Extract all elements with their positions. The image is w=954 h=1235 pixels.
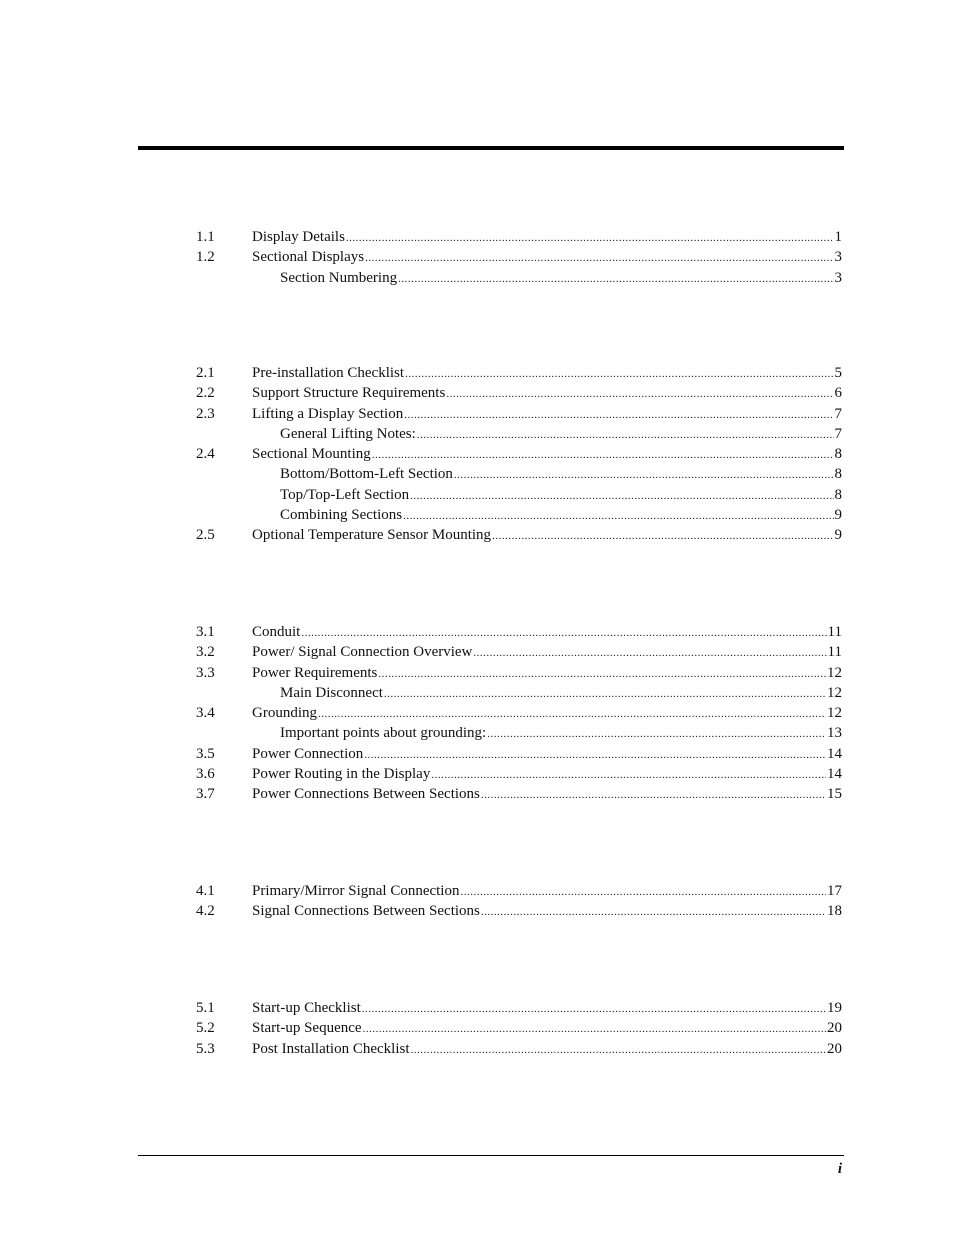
toc-entry[interactable] <box>196 424 842 444</box>
toc-entry-title: Post Installation Checklist <box>252 1040 410 1057</box>
toc-leader-dots <box>492 526 833 546</box>
toc-entry-page: 7 <box>834 425 842 442</box>
toc-entry-title: Power Requirements <box>252 664 378 681</box>
toc-entry-number: 1.1 <box>196 229 215 245</box>
toc-entry[interactable] <box>196 723 842 743</box>
toc-entry[interactable] <box>196 683 842 703</box>
toc-leader-dots <box>301 623 826 643</box>
toc-entry-page: 7 <box>834 405 842 422</box>
toc-entry-title: Top/Top-Left Section <box>280 486 410 503</box>
toc-section <box>196 227 842 288</box>
toc-entry-title: Display Details <box>252 229 345 245</box>
toc-entry-title: Important points about grounding: <box>280 725 487 742</box>
toc-leader-dots <box>431 765 826 785</box>
toc-entry-page: 3 <box>834 249 842 266</box>
toc-entry-number: 4.2 <box>196 903 215 920</box>
toc-entry[interactable] <box>196 1039 842 1059</box>
toc-entry[interactable] <box>196 663 842 683</box>
toc-entry[interactable] <box>196 881 842 901</box>
toc-leader-dots <box>362 999 826 1019</box>
toc-section <box>196 363 842 546</box>
toc-entry-title: Power/ Signal Connection Overview <box>252 644 473 661</box>
toc-entry[interactable] <box>196 998 842 1018</box>
toc-entry[interactable] <box>196 744 842 764</box>
toc-entry[interactable] <box>196 764 842 784</box>
toc-entry[interactable] <box>196 247 842 267</box>
toc-entry-title: Optional Temperature Sensor Mounting <box>252 527 492 544</box>
toc-entry-page: 14 <box>827 766 842 783</box>
toc-entry-title: Grounding <box>252 705 317 722</box>
toc-entry[interactable] <box>196 363 842 383</box>
toc-leader-dots <box>460 882 826 902</box>
toc-entry-number: 3.3 <box>196 664 215 681</box>
toc-entry-number: 5.1 <box>196 1000 215 1016</box>
toc-leader-dots <box>410 486 833 506</box>
toc-entry-number: 3.1 <box>196 624 215 640</box>
toc-entry-page: 17 <box>827 883 842 899</box>
toc-entry-number: 3.6 <box>196 766 215 783</box>
toc-entry-title: Primary/Mirror Signal Connection <box>252 883 460 899</box>
toc-leader-dots <box>403 506 833 526</box>
header-rule <box>138 146 844 150</box>
toc-entry-title: General Lifting Notes: <box>280 425 416 442</box>
toc-leader-dots <box>318 704 826 724</box>
toc-entry[interactable] <box>196 268 842 288</box>
toc-entry-number: 3.2 <box>196 644 215 661</box>
toc-entry-title: Power Routing in the Display <box>252 766 431 783</box>
toc-entry-number: 2.4 <box>196 446 215 463</box>
toc-section <box>196 881 842 922</box>
toc-entry[interactable] <box>196 525 842 545</box>
toc-entry-title: Section Numbering <box>280 269 398 286</box>
toc-entry-title: Signal Connections Between Sections <box>252 903 480 920</box>
toc-leader-dots <box>446 384 833 404</box>
toc-leader-dots <box>481 902 826 922</box>
toc-leader-dots <box>384 684 826 704</box>
toc-entry-number: 2.3 <box>196 405 215 422</box>
toc-entry-page: 20 <box>827 1020 842 1037</box>
toc-leader-dots <box>473 643 826 663</box>
toc-entry-number: 2.1 <box>196 365 215 381</box>
toc-entry-page: 3 <box>834 269 842 286</box>
toc-entry-page: 1 <box>834 229 842 245</box>
toc-entry-number: 2.2 <box>196 385 215 402</box>
toc-entry-page: 15 <box>827 786 842 803</box>
toc-entry[interactable] <box>196 383 842 403</box>
toc-entry-number: 5.2 <box>196 1020 215 1037</box>
toc-entry-page: 8 <box>834 486 842 503</box>
footer-rule <box>138 1155 844 1156</box>
toc-entry[interactable] <box>196 1018 842 1038</box>
toc-entry-title: Main Disconnect <box>280 684 383 701</box>
toc-entry-number: 4.1 <box>196 883 215 899</box>
toc-entry-page: 9 <box>834 507 842 524</box>
toc-entry-number: 1.2 <box>196 249 215 266</box>
toc-entry[interactable] <box>196 901 842 921</box>
toc-leader-dots <box>417 425 834 445</box>
toc-entry-page: 14 <box>827 745 842 762</box>
toc-entry-title: Lifting a Display Section <box>252 405 404 422</box>
toc-entry[interactable] <box>196 703 842 723</box>
toc-entry-page: 9 <box>834 527 842 544</box>
toc-entry-page: 12 <box>827 705 842 722</box>
toc-leader-dots <box>372 445 834 465</box>
toc-leader-dots <box>481 785 826 805</box>
toc-entry-page: 8 <box>834 466 842 483</box>
toc-entry-page: 12 <box>827 664 842 681</box>
toc-leader-dots <box>405 364 833 384</box>
toc-leader-dots <box>364 745 826 765</box>
toc-entry-page: 8 <box>834 446 842 463</box>
toc-leader-dots <box>404 405 833 425</box>
toc-entry-page: 6 <box>834 385 842 402</box>
toc-entry[interactable] <box>196 404 842 424</box>
toc-entry-title: Sectional Displays <box>252 249 365 266</box>
toc-entry[interactable] <box>196 444 842 464</box>
toc-leader-dots <box>346 228 834 248</box>
toc-entry-page: 13 <box>827 725 842 742</box>
toc-entry-number: 5.3 <box>196 1040 215 1057</box>
toc-leader-dots <box>411 1040 827 1060</box>
toc-entry-page: 12 <box>827 684 842 701</box>
page-number: i <box>837 1161 842 1177</box>
toc-section <box>196 622 842 805</box>
toc-leader-dots <box>378 664 826 684</box>
toc-entry-number: 3.5 <box>196 745 215 762</box>
toc-leader-dots <box>487 724 826 744</box>
toc-entry-title: Support Structure Requirements <box>252 385 446 402</box>
toc-entry[interactable] <box>196 227 842 247</box>
toc-entry[interactable] <box>196 622 842 642</box>
toc-entry[interactable] <box>196 485 842 505</box>
toc-entry[interactable] <box>196 505 842 525</box>
toc-entry-title: Sectional Mounting <box>252 446 371 463</box>
toc-entry-page: 5 <box>834 365 842 381</box>
toc-entry-number: 2.5 <box>196 527 215 544</box>
toc-entry-title: Start-up Sequence <box>252 1020 362 1037</box>
toc-leader-dots <box>365 248 833 268</box>
toc-leader-dots <box>363 1019 826 1039</box>
toc-entry-page: 20 <box>827 1040 842 1057</box>
toc-entry-title: Combining Sections <box>280 507 403 524</box>
toc-entry[interactable] <box>196 784 842 804</box>
toc-entry[interactable] <box>196 642 842 662</box>
toc-entry-title: Bottom/Bottom-Left Section <box>280 466 453 483</box>
toc-entry-number: 3.4 <box>196 705 215 722</box>
toc-entry-title: Pre-installation Checklist <box>252 365 405 381</box>
toc-entry-page: 11 <box>827 644 842 661</box>
toc-entry-title: Conduit <box>252 624 301 640</box>
toc-entry[interactable] <box>196 464 842 484</box>
toc-entry-page: 11 <box>827 624 842 640</box>
toc-section <box>196 998 842 1059</box>
toc-entry-title: Power Connections Between Sections <box>252 786 480 803</box>
toc-entry-page: 19 <box>827 1000 842 1016</box>
toc-entry-title: Power Connection <box>252 745 364 762</box>
toc-entry-page: 18 <box>827 903 842 920</box>
toc-entry-title: Start-up Checklist <box>252 1000 361 1016</box>
toc-leader-dots <box>398 269 833 289</box>
toc-entry-number: 3.7 <box>196 786 215 803</box>
toc-leader-dots <box>454 465 834 485</box>
